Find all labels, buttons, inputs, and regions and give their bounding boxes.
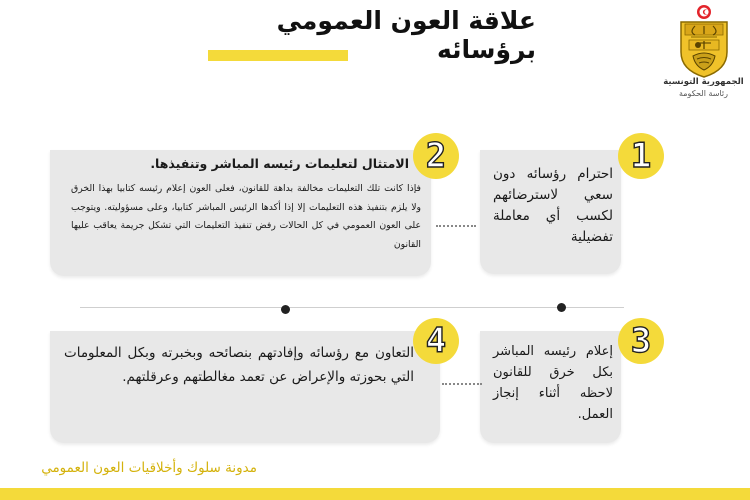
- connector-dots-bottom: [442, 383, 482, 385]
- card-4-text: التعاون مع رؤسائه وإفادتهم بنصائحه وبخبرته وبكل المعلومات التي بحوزته والإعراض عن تعمد مغالطتهم وعرقلتهم.: [64, 345, 414, 385]
- government-name: الجمهورية التونسية: [663, 77, 744, 87]
- card-4-number-badge: 4: [413, 318, 459, 364]
- timeline-line: [80, 307, 624, 308]
- government-department: رئاسة الحكومة: [678, 89, 728, 98]
- page-title: علاقة العون العمومي برؤسائه: [276, 6, 536, 64]
- card-1-number-badge: 1: [618, 133, 664, 179]
- timeline-dot-left: [281, 305, 290, 314]
- timeline-dot-right: [557, 303, 566, 312]
- card-3: [480, 331, 621, 443]
- card-2-text: فإذا كانت تلك التعليمات مخالفة بداهة للقانون، فعلى العون إعلام رئيسه كتابيا بهذا الخرق ولا يلزم بتنفيذ هذه التعليمات إلا إذا أكدها الرئيس المباشر كتابيا، وعلى مسؤوليته. ويتوجب على العون العمومي في كل الحالات رفض تنفيذ التعليمات التي تشكل جريمة يعاقب عليها القانون: [71, 183, 421, 250]
- title-underline-bar: [208, 50, 348, 61]
- card-2: [50, 150, 431, 276]
- footer-caption: مدونة سلوك وأخلاقيات العون العمومي: [41, 460, 257, 476]
- card-2-heading: الامتثال لتعليمات رئيسه المباشر وتنفيذها.: [150, 156, 409, 171]
- card-2-number-badge: 2: [413, 133, 459, 179]
- card-3-text: إعلام رئيسه المباشر بكل خرق للقانون لاحظه أثناء إنجاز العمل.: [493, 344, 613, 422]
- card-3-number-badge: 3: [618, 318, 664, 364]
- footer-bar: [0, 488, 750, 500]
- tunisia-emblem-icon: [673, 4, 735, 79]
- connector-dots-top: [436, 225, 476, 227]
- card-1-text: احترام رؤسائه دون سعي لاسترضائهم لكسب أي معاملة تفضيلية: [493, 166, 613, 245]
- card-4: [50, 331, 440, 443]
- card-1: [480, 150, 621, 274]
